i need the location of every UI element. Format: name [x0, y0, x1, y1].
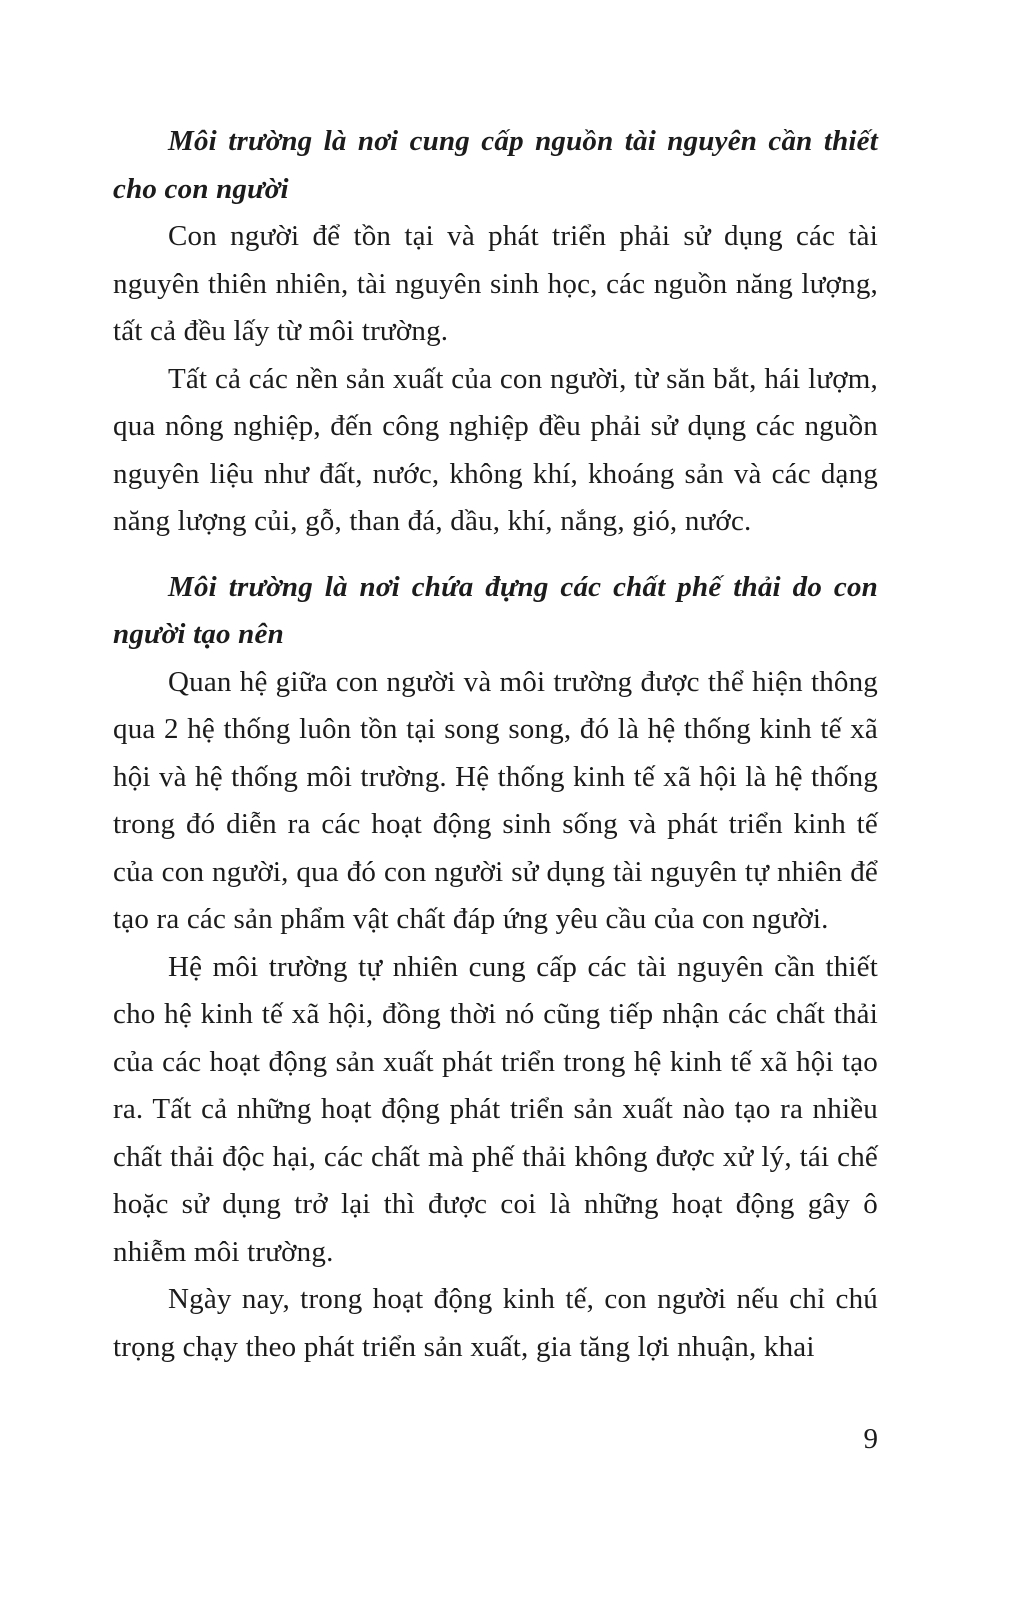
body-paragraph: Con người để tồn tại và phát triển phải sử dụng các tài nguyên thiên nhiên, tài nguyên sinh học, các nguồn năng lượng, tất cả đều lấy từ môi trường.	[113, 220, 878, 347]
body-paragraph: Ngày nay, trong hoạt động kinh tế, con người nếu chỉ chú trọng chạy theo phát triển sản xuất, gia tăng lợi nhuận, khai	[113, 1283, 878, 1363]
page-number: 9	[863, 1423, 878, 1455]
body-paragraph: Hệ môi trường tự nhiên cung cấp các tài nguyên cần thiết cho hệ kinh tế xã hội, đồng thời nó cũng tiếp nhận các chất thải của các hoạt động sản xuất phát triển trong hệ kinh tế xã hội tạo ra. Tất cả những hoạt động phát triển sản xuất nào tạo ra nhiều chất thải độc hại, các chất mà phế thải không được xử lý, tái chế hoặc sử dụng trở lại thì được coi là những hoạt động gây ô nhiễm môi trường.	[113, 950, 878, 1268]
page-content	[113, 118, 878, 1371]
body-paragraph: Quan hệ giữa con người và môi trường được thể hiện thông qua 2 hệ thống luôn tồn tại song song, đó là hệ thống kinh tế xã hội và hệ thống môi trường. Hệ thống kinh tế xã hội là hệ thống trong đó diễn ra các hoạt động sinh sống và phát triển kinh tế của con người, qua đó con người sử dụng tài nguyên tự nhiên để tạo ra các sản phẩm vật chất đáp ứng yêu cầu của con người.	[113, 665, 878, 935]
section-heading: Môi trường là nơi chứa đựng các chất phế thải do con người tạo nên	[113, 570, 878, 650]
section-heading: Môi trường là nơi cung cấp nguồn tài nguyên cần thiết cho con người	[113, 125, 878, 205]
body-paragraph: Tất cả các nền sản xuất của con người, từ săn bắt, hái lượm, qua nông nghiệp, đến công nghiệp đều phải sử dụng các nguồn nguyên liệu như đất, nước, không khí, khoáng sản và các dạng năng lượng củi, gỗ, than đá, dầu, khí, nắng, gió, nước.	[113, 362, 878, 537]
